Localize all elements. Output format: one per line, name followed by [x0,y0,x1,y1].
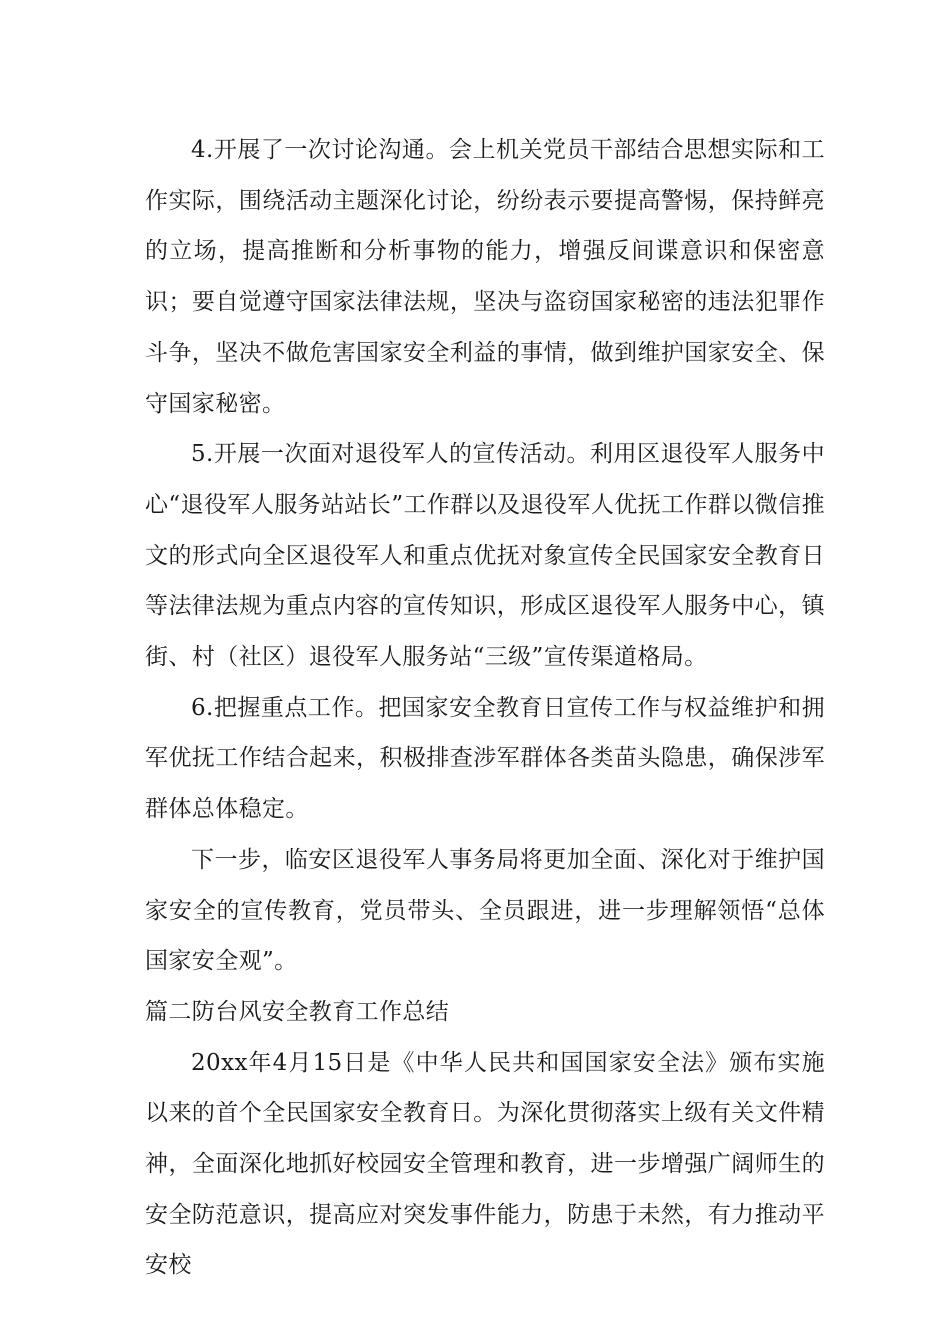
paragraph-item-6: 6.把握重点工作。把国家安全教育日宣传工作与权益维护和拥军优抚工作结合起来，积极排查涉军群体各类苗头隐患，确保涉军群体总体稳定。 [145,694,825,823]
section-heading: 篇二防台风安全教育工作总结 [145,998,450,1025]
paragraph-intro: 20xx年4月15日是《中华人民共和国国家安全法》颁布实施以来的首个全民国家安全教育日。为深化贯彻落实上级有关文件精神，全面深化地抓好校园安全管理和教育，进一步增强广阔师生的安全防范意识，提高应对突发事件能力，防患于未然，有力推动平安校 [145,1049,825,1279]
document-body [145,125,825,1291]
paragraph-item-4: 4.开展了一次讨论沟通。会上机关党员干部结合思想实际和工作实际，围绕活动主题深化讨论，纷纷表示要提高警惕，保持鲜亮的立场，提高推断和分析事物的能力，增强反间谍意识和保密意识；要自觉遵守国家法律法规，坚决与盗窃国家秘密的违法犯罪作斗争，坚决不做危害国家安全利益的事情，做到维护国家安全、保守国家秘密。 [145,137,825,417]
paragraph-next-step: 下一步，临安区退役军人事务局将更加全面、深化对于维护国家安全的宣传教育，党员带头、全员跟进，进一步理解领悟“总体国家安全观”。 [145,846,825,975]
paragraph-item-5: 5.开展一次面对退役军人的宣传活动。利用区退役军人服务中心“退役军人服务站站长”工作群以及退役军人优抚工作群以微信推文的形式向全区退役军人和重点优抚对象宣传全民国家安全教育日等法律法规为重点内容的宣传知识，形成区退役军人服务中心，镇街、村（社区）退役军人服务站“三级”宣传渠道格局。 [145,441,825,671]
